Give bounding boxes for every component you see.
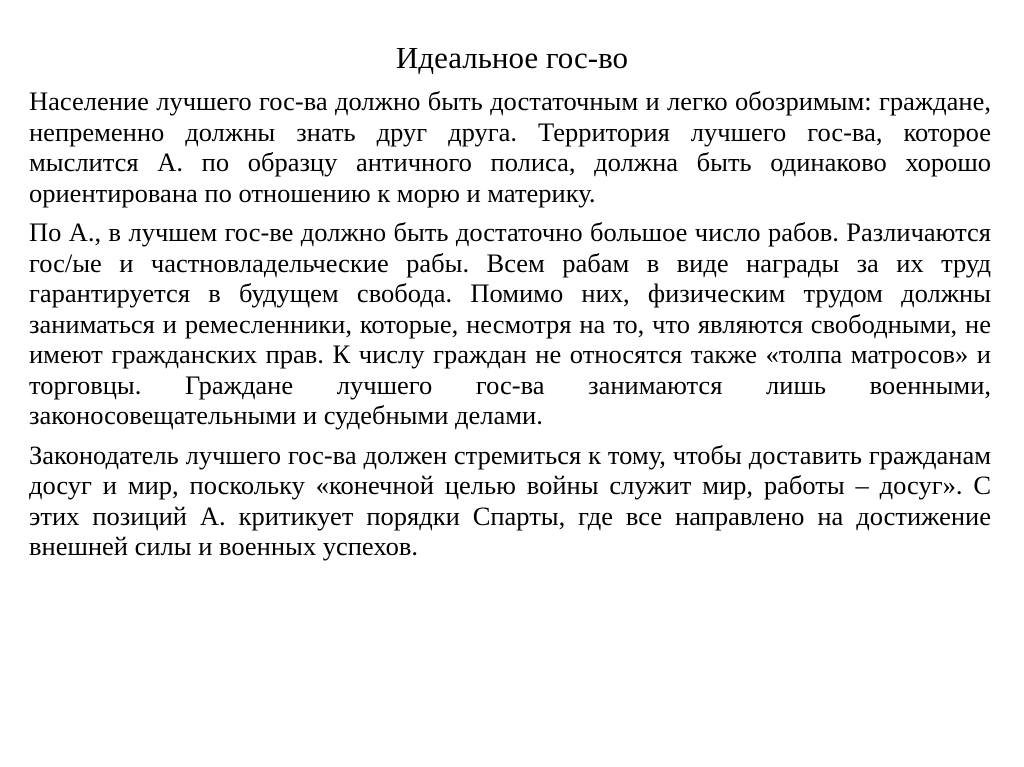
paragraph-legislator: Законодатель лучшего гос-ва должен стремиться к тому, чтобы доставить гражданам досуг и мир, поскольку «конечной целью войны служит мир, работы – досуг». С этих позиций А. критикует порядки Спарты, где все направлено на достижение внешней силы и военных успехов. [29,439,991,561]
paragraph-slaves: По А., в лучшем гос-ве должно быть достаточно большое число рабов. Различаются гос/ые и частновладельческие рабы. Всем рабам в виде награды за их труд гарантируется в будущем свобода. Помимо них, физическим трудом должны заниматься и ремесленники, которые, несмотря на то, что являются свободными, не имеют гражданских прав. К числу граждан не относятся также «толпа матросов» и торговцы. Граждане лучшего гос-ва занимаются лишь военными, законосовещательными и судебными делами. [29,217,991,430]
paragraph-population: Население лучшего гос-ва должно быть достаточным и легко обозримым: граждане, непременно должны знать друг друга. Территория лучшего гос-ва, которое мыслится А. по образцу античного полиса, должна быть одинаково хорошо ориентирована по отношению к морю и материку. [29,86,991,208]
slide-title: Идеальное гос-во [395,40,629,75]
slide-body [29,86,991,571]
